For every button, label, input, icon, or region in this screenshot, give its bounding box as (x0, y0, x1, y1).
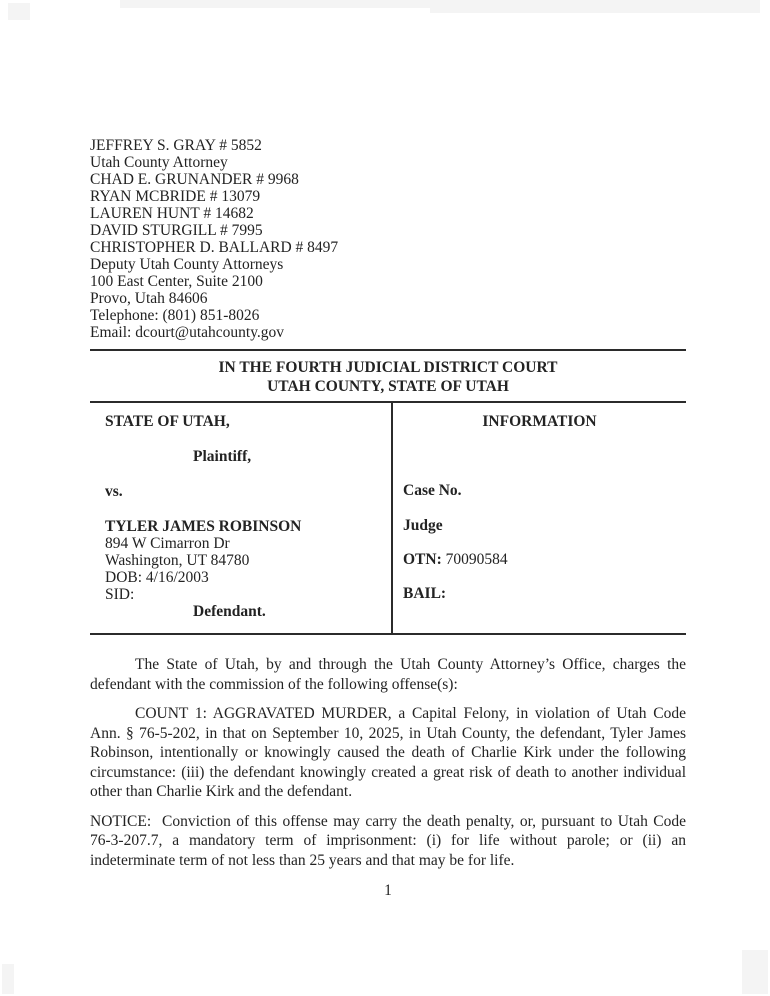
case-caption-box (90, 401, 686, 635)
document-content (90, 0, 686, 899)
attorney-line: RYAN MCBRIDE # 13079 (90, 188, 261, 205)
otn-label: OTN: (403, 551, 442, 568)
attorney-line: DAVID STURGILL # 7995 (90, 222, 263, 239)
attorney-line: Utah County Attorney (90, 154, 228, 171)
defendant-sid: SID: (105, 586, 135, 603)
otn-value: 70090584 (445, 551, 508, 568)
caption-case-info-column (391, 403, 686, 633)
scan-artifact-bottom-right (742, 950, 768, 994)
page-number: 1 (384, 882, 392, 899)
otn-line (403, 551, 676, 568)
attorney-line: Provo, Utah 84606 (90, 290, 208, 307)
caption-parties-column (90, 403, 391, 633)
court-name-line2: UTAH COUNTY, STATE OF UTAH (267, 377, 509, 395)
versus-label: vs. (105, 483, 123, 500)
notice-paragraph: NOTICE: Conviction of this offense may carry the death penalty, or, pursuant to Utah Code 76-3-207.7, a mandatory term of imprisonment: (i) for life without parole; or (ii) an indeterminate term of not less than 25 years and that may be for life. (90, 812, 686, 869)
plaintiff-role: Plaintiff, (193, 448, 252, 465)
charging-intro-paragraph: The State of Utah, by and through the Utah County Attorney’s Office, charges the defendant with the commission of the following offense(s): (90, 656, 686, 693)
attorney-line: CHRISTOPHER D. BALLARD # 8497 (90, 239, 339, 256)
attorney-line: LAUREN HUNT # 14682 (90, 205, 254, 222)
count1-paragraph: COUNT 1: AGGRAVATED MURDER, a Capital Felony, in violation of Utah Code Ann. § 76-5-202, in that on September 10, 2025, in Utah County, the defendant, Tyler James Robinson, intentionally or knowingly caused the death of Charlie Kirk under the following circumstance: (iii) the defendant knowingly created a great risk of death to another individual other than Charlie Kirk and the defendant. (90, 705, 686, 800)
scan-artifact-bottom-left (2, 964, 14, 994)
bail-label: BAIL: (403, 585, 447, 602)
document-title: INFORMATION (482, 413, 597, 430)
defendant-role: Defendant. (193, 603, 266, 620)
attorney-line: Telephone: (801) 851-8026 (90, 307, 260, 324)
attorney-line: Email: dcourt@utahcounty.gov (90, 324, 285, 341)
plaintiff-name: STATE OF UTAH, (105, 413, 230, 430)
defendant-name: TYLER JAMES ROBINSON (105, 518, 302, 535)
attorney-line: CHAD E. GRUNANDER # 9968 (90, 171, 299, 188)
attorney-block (90, 137, 686, 341)
defendant-address-line2: Washington, UT 84780 (105, 552, 250, 569)
judge-label: Judge (403, 517, 443, 534)
attorney-line: 100 East Center, Suite 2100 (90, 273, 263, 290)
attorney-line: Deputy Utah County Attorneys (90, 256, 284, 273)
court-header (90, 349, 686, 401)
attorney-line: JEFFREY S. GRAY # 5852 (90, 137, 262, 154)
court-name-line1: IN THE FOURTH JUDICIAL DISTRICT COURT (218, 359, 558, 376)
defendant-address-line1: 894 W Cimarron Dr (105, 535, 230, 552)
defendant-dob: DOB: 4/16/2003 (105, 569, 209, 586)
scan-artifact-top-left (8, 3, 30, 20)
case-number-label: Case No. (403, 482, 462, 499)
